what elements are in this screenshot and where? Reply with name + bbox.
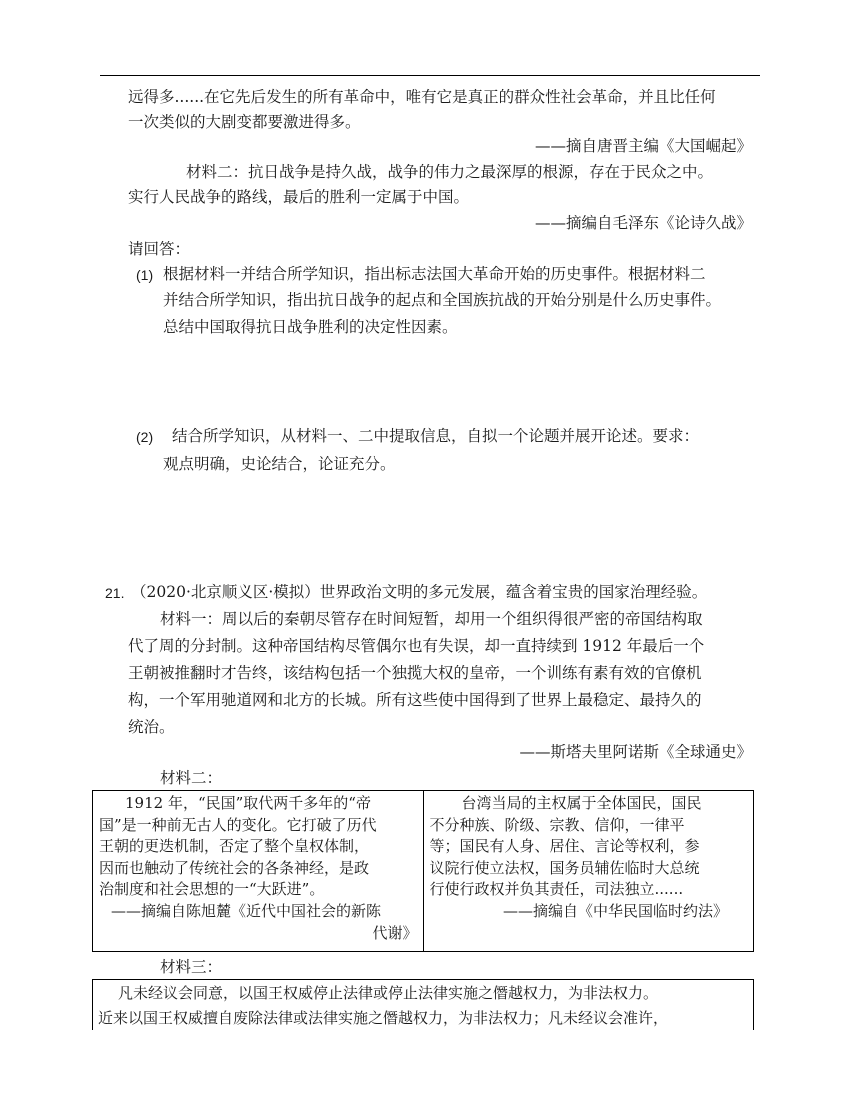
- left-cell-line2: 国”是一种前无古人的变化。它打破了历代: [99, 815, 377, 834]
- material2-line1: 材料二：抗日战争是持久战，战争的伟力之最深厚的根源，存在于民众之中。: [186, 163, 714, 181]
- q21-material1-line5: 统治。: [128, 718, 175, 736]
- top-rule: [100, 75, 760, 76]
- q21-material2-label: 材料二：: [160, 769, 223, 787]
- q21-material1-source: ——斯塔夫里阿诺斯《全球通史》: [519, 743, 752, 761]
- q2-line2: 观点明确，史论结合，论证充分。: [163, 455, 396, 473]
- right-cell-line5: 行使行政权并负其责任，司法独立......: [429, 880, 684, 899]
- right-cell-line2: 不分种族、阶级、宗教、信仰，一律平: [429, 815, 685, 834]
- material2-left-cell: [93, 791, 424, 952]
- q21-material1-line1: 材料一：周以后的秦朝尽管存在时间短暂，却用一个组织得很严密的帝国结构取: [160, 610, 703, 628]
- q1-number: (1): [136, 267, 154, 283]
- material1-tail-line2: 一次类似的大剧变都要激进得多。: [128, 113, 361, 131]
- right-cell-source: ——摘编自《中华民国临时约法》: [502, 901, 728, 920]
- q21-header: （2020·北京顺义区·模拟）世界政治文明的多元发展，蕴含着宝贵的国家治理经验。: [131, 583, 708, 601]
- material2-table: [92, 790, 754, 952]
- left-cell-line5: 治制度和社会思想的一“大跃进”。: [99, 880, 325, 899]
- left-cell-source-line2: 代谢》: [372, 923, 418, 942]
- right-cell-line4: 议院行使立法权，国务员辅佐临时大总统: [429, 858, 700, 877]
- material1-source: ——摘自唐晋主编《大国崛起》: [534, 137, 752, 155]
- left-cell-line4: 因而也触动了传统社会的各条神经，是政: [99, 858, 370, 877]
- material2-right-cell: [423, 791, 754, 952]
- left-cell-source-line1: ——摘编自陈旭麓《近代中国社会的新陈: [111, 901, 382, 920]
- q21-material1-line3: 王朝被推翻时才告终，该结构包括一个独揽大权的皇帝，一个训练有素有效的官僚机: [128, 664, 702, 682]
- left-cell-line3: 王朝的更迭机制，否定了整个皇权体制，: [99, 837, 370, 856]
- q2-line1: 结合所学知识，从材料一、二中提取信息，自拟一个论题并展开论述。要求：: [172, 427, 700, 445]
- q1-line2: 并结合所学知识，指出抗日战争的起点和全国族抗战的开始分别是什么历史事件。: [163, 291, 722, 309]
- right-cell-line1: 台湾当局的主权属于全体国民，国民: [461, 794, 702, 812]
- q2-number: (2): [136, 429, 154, 445]
- material3-line2: 近来以国王权威擅自废除法律或法律实施之僭越权力，为非法权力；凡未经议会准许，: [98, 1009, 669, 1027]
- right-cell-line3: 等；国民有人身、居住、言论等权利，参: [429, 837, 700, 856]
- material2-source: ——摘编自毛泽东《论诗久战》: [534, 214, 752, 232]
- q21-material3-label: 材料三：: [160, 958, 223, 976]
- material1-tail-line1: 远得多......在它先后发生的所有革命中，唯有它是真正的群众性社会革命，并且比任何: [128, 88, 716, 106]
- material2-line2: 实行人民战争的路线，最后的胜利一定属于中国。: [128, 188, 470, 206]
- material3-box: [92, 979, 754, 1030]
- q21-material1-line2: 代了周的分封制。这种帝国结构尽管偶尔也有失误，却一直持续到 1912 年最后一个: [128, 637, 705, 655]
- q21-number: 21.: [105, 585, 125, 601]
- q1-line3: 总结中国取得抗日战争胜利的决定性因素。: [163, 318, 458, 336]
- prompt-text: 请回答：: [128, 240, 191, 258]
- q1-line1: 根据材料一并结合所学知识，指出标志法国大革命开始的历史事件。根据材料二: [163, 265, 706, 283]
- q21-material1-line4: 构，一个军用驰道网和北方的长城。所有这些使中国得到了世界上最稳定、最持久的: [128, 691, 702, 709]
- left-cell-line1: 1912 年，“民国”取代两千多年的“帝: [125, 794, 371, 812]
- material3-line1: 凡未经议会同意，以国王权威停止法律或停止法律实施之僭越权力，为非法权力。: [118, 984, 659, 1002]
